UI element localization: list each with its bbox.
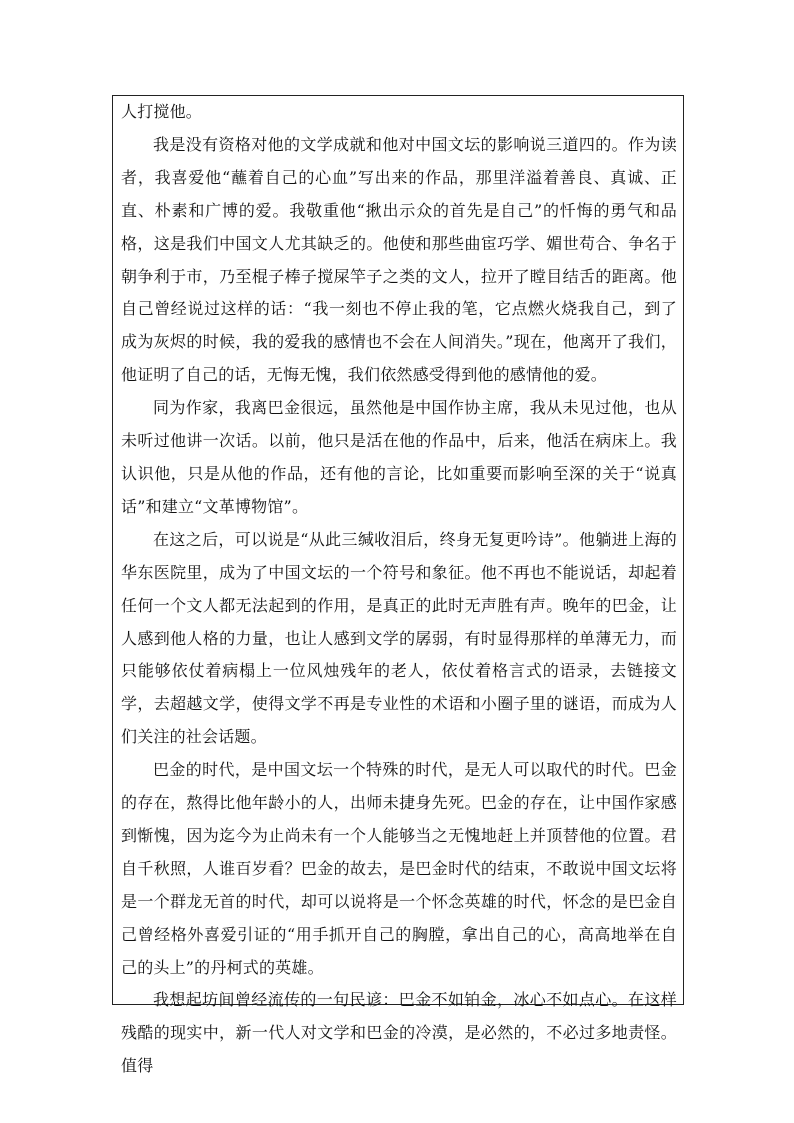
paragraph-6: 我想起坊间曾经流传的一句民谚：巴金不如铂金，冰心不如点心。在这样残酷的现实中，新一代人对文学和巴金的冷漠，是必然的，不必过多地责怪。值得 (121, 990, 677, 1076)
paragraph-3: 同为作家，我离巴金很远，虽然他是中国作协主席，我从未见过他，也从未听过他讲一次话。以前，他只是活在他的作品中，后来，他活在病床上。我认识他，只是从他的作品，还有他的言论，比如重要而影响至深的关于“说真话”和建立“文革博物馆”。 (121, 398, 677, 516)
paragraph-2: 我是没有资格对他的文学成就和他对中国文坛的影响说三道四的。作为读者，我喜爱他“蘸着自己的心血”写出来的作品，那里洋溢着善良、真诚、正直、朴素和广博的爱。我敬重他“揪出示众的首先是自己”的忏悔的勇气和品格，这是我们中国文人尤其缺乏的。他使和那些曲宦巧学、媚世苟合、争名于朝争利于市，乃至棍子棒子搅屎竿子之类的文人，拉开了瞠目结舌的距离。他自己曾经说过这样的话：“我一刻也不停止我的笔，它点燃火烧我自己，到了成为灰烬的时候，我的爱我的感情也不会在人间消失。”现在，他离开了我们，他证明了自己的话，无悔无愧，我们依然感受得到他的感情他的爱。 (121, 134, 677, 385)
paragraph-4: 在这之后，可以说是“从此三缄收泪后，终身无复更吟诗”。他躺进上海的华东医院里，成为了中国文坛的一个符号和象征。他不再也不能说话，却起着任何一个文人都无法起到的作用，是真正的此时无声胜有声。晚年的巴金，让人感到他人格的力量，也让人感到文学的孱弱，有时显得那样的单薄无力，而只能够依仗着病榻上一位风烛残年的老人，依仗着格言式的语录，去链接文学，去超越文学，使得文学不再是专业性的术语和小圈子里的谜语，而成为人们关注的社会话题。 (121, 529, 677, 747)
paragraph-1: 人打搅他。 (121, 102, 203, 121)
page-frame (112, 95, 684, 1076)
article-body (121, 96, 677, 1083)
paragraph-5: 巴金的时代，是中国文坛一个特殊的时代，是无人可以取代的时代。巴金的存在，熬得比他年龄小的人，出师未捷身先死。巴金的存在，让中国作家感到惭愧，因为迄今为止尚未有一个人能够当之无愧地赶上并顶替他的位置。君自千秋照，人谁百岁看？巴金的故去，是巴金时代的结束，不敢说中国文坛将是一个群龙无首的时代，却可以说将是一个怀念英雄的时代，怀念的是巴金自己曾经格外喜爱引证的“用手抓开自己的胸膛，拿出自己的心，高高地举在自己的头上”的丹柯式的英雄。 (121, 760, 677, 977)
